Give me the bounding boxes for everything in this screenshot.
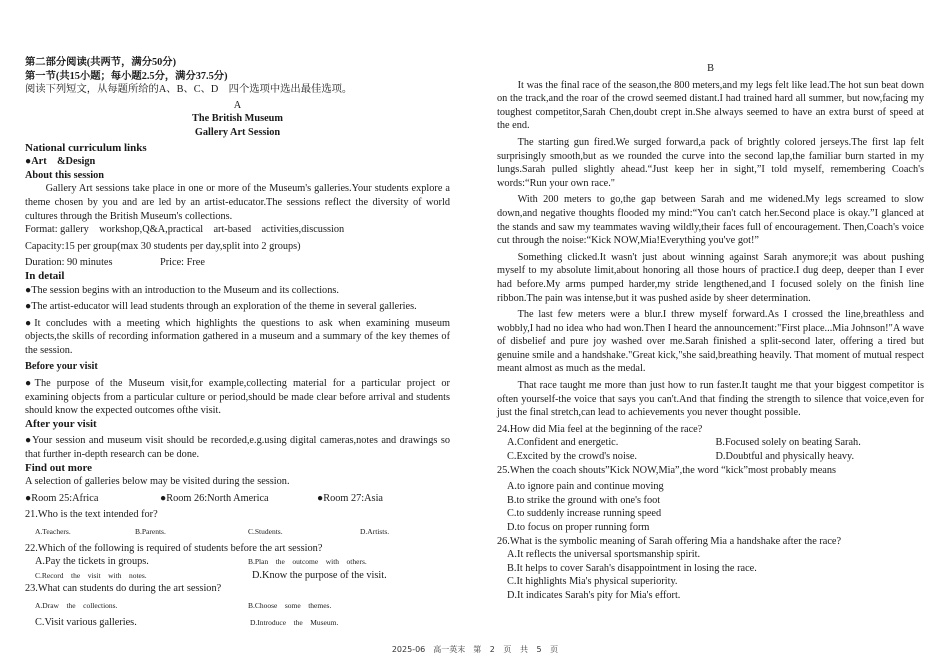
room-item: ●Room 25:Africa	[25, 492, 99, 504]
option: B.Focused solely on beating Sarah.	[715, 437, 861, 449]
option: B.Plan the outcome with others.	[248, 557, 367, 567]
passage-b-paragraph: That race taught me more than just how to run faster.It taught me that your biggest competitor is often yourself-the voice that says you can't.And that finding the strength to silence that voice,even for just the final stretch,can lead to achievements you never thought possible.	[497, 380, 924, 419]
room-item: ●Room 26:North America	[160, 492, 269, 504]
option: A.It reflects the universal sportsmanship spirit.	[507, 549, 701, 561]
findout-text: A selection of galleries below may be visited during the session.	[25, 476, 290, 488]
option: B.It helps to cover Sarah's disappointment in losing the race.	[507, 562, 757, 574]
curriculum-item: ●Art &Design	[25, 156, 96, 168]
option: C.Visit various galleries.	[35, 616, 137, 628]
option: C.Excited by the crowd's noise.	[507, 451, 637, 463]
option: D.Know the purpose of the visit.	[252, 569, 387, 581]
duration: Duration: 90 minutes	[25, 257, 113, 269]
capacity-line: Capacity:15 per group(max 30 students per day,split into 2 groups)	[25, 240, 301, 252]
passage-b-label: B	[707, 63, 714, 74]
option: D.to focus on proper running form	[507, 522, 650, 533]
page-footer: 2025-06 高一英末 第 2 页 共 5 页	[391, 645, 559, 654]
question-26: 26.What is the symbolic meaning of Sarah offering Mia a handshake after the race?	[497, 535, 842, 547]
option: D.Doubtful and physically heavy.	[715, 451, 855, 463]
question-23: 23.What can students do during the art session?	[25, 583, 222, 595]
option: B.Choose some themes.	[248, 600, 332, 610]
passage-b-paragraph: Something clicked.It wasn't just about winning against Sarah anymore;it was about pushing myself to my absolute limit,about honoring all those hours of practice.I dug deep, deeper than I ever had before.My arms pumped harder,my stride lengthened,and I focused solely on the finish line ribbon.The pain was intense,but it was pushed aside by sheer determination.	[497, 251, 924, 304]
question-25: 25.When the coach shouts”Kick NOW,Mia”,the word “kick”most probably means	[497, 464, 837, 476]
question-24: 24.How did Mia feel at the beginning of the race?	[497, 423, 703, 435]
left-column	[25, 56, 450, 629]
option: C.to suddenly increase running speed	[507, 508, 662, 520]
question-21: 21.Who is the text intended for?	[25, 509, 158, 521]
subsection-title: 第一节(共15小题；每小题2.5分，满分37.5分)	[25, 70, 228, 82]
instructions: 阅读下列短文，从每题所给的A、B、C、D 四个选项中选出最佳选项。	[25, 84, 353, 96]
about-heading: About this session	[25, 169, 104, 181]
passage-b-paragraph: The starting gun fired.We surged forward,a pack of brightly colored jerseys.The first lap felt surprisingly smooth,but as we rounded the curve into the second lap,the familiar burn started in my lungs.Sarah pulled slightly ahead.“Just keep her in sight,”I told myself, remembering Coach's words:“Run your own race."	[497, 136, 924, 189]
q24-options-row2	[497, 450, 924, 464]
question-22: 22.Which of the following is required of students before the art session?	[25, 542, 323, 554]
q22-options-row2	[25, 569, 450, 583]
after-text: ●Your session and museum visit should be recorded,e.g.using digital cameras,notes and drawings so that further in-depth research can be done.	[25, 435, 450, 461]
format-line: Format: gallery workshop,Q&A,practical art-based activities,discussion	[25, 224, 345, 236]
passage-b-paragraph: The last few meters were a blur.I threw myself forward.As I crossed the line,breathless and wobbly,I had no idea who had won.Then I heard the announcement:"First place...Mia Johnson!"A wave of disbelief and pure joy washed over me.Sarah finished a split-second later, offering a tired but genuine smile and a handshake."Great kick,"she said,breathing heavily. That moment of mutual respect meant almost as much as the medal.	[497, 309, 924, 375]
detail-item: ●The artist-educator will lead students through an exploration of the theme in several galleries.	[25, 301, 417, 313]
q23-options-row1	[25, 599, 450, 613]
before-heading: Before your visit	[25, 361, 98, 373]
q21-options	[25, 525, 450, 539]
q22-options-row1	[25, 555, 450, 569]
option: C.Students.	[248, 527, 283, 536]
q24-options-row1	[497, 436, 924, 450]
option: D.Artists.	[360, 527, 390, 536]
passage-b-paragraph: With 200 meters to go,the gap between Sarah and me widened.My legs screamed to slow down,and negative thoughts flooded my mind:“You can't catch her.Second place is okay.”I glanced at the stands and saw my teammates waving wildly,their faces full of encouragement. Then,Coach's voice cut through the noise:“Kick NOW,Mia!Everything you've got!”	[497, 194, 924, 247]
room-item: ●Room 27:Asia	[317, 492, 383, 504]
option: D.Introduce the Museum.	[250, 617, 339, 627]
option: A.Pay the tickets in groups.	[35, 556, 149, 568]
q23-options-row2	[25, 616, 450, 630]
section-title: 第二部分阅读(共两节，满分50分)	[25, 57, 177, 68]
detail-item: ●The session begins with an introduction to the Museum and its collections.	[25, 284, 339, 296]
about-text: Gallery Art sessions take place in one or more of the Museum's galleries.Your students explore a theme chosen by you and are led by an artist-educator.The sessions reflect the diversity of world cultures through the British Museum's collections.	[25, 183, 450, 222]
detail-item: ●It concludes with a meeting which highlights the questions to ask when examining museum objects,the skills of recording information gathered in a museum and a summary of the key themes of the session.	[25, 317, 450, 356]
passage-b-paragraph: It was the final race of the season,the 800 meters,and my legs felt like lead.The hot sun beat down on the track,and the roar of the crowd seemed distant.I had trained hard all summer, but now,facing my toughest competitor,Sarah Chen,doubt crept in.She always seemed to have an extra burst of speed at the end.	[497, 79, 924, 132]
passage-a-title: The British Museum	[192, 113, 283, 125]
option: C.It highlights Mia's physical superiority.	[507, 576, 678, 588]
findout-heading: Find out more	[25, 461, 93, 474]
detail-heading: In detail	[25, 269, 65, 282]
duration-price-line	[25, 256, 450, 270]
option: B.Parents.	[135, 527, 166, 536]
option: D.It indicates Sarah's pity for Mia's effort.	[507, 589, 681, 601]
rooms-line	[25, 492, 450, 506]
after-heading: After your visit	[25, 417, 97, 430]
option: A.to ignore pain and continue moving	[507, 481, 664, 493]
option: C.Record the visit with notes.	[35, 570, 147, 580]
right-column	[497, 62, 924, 603]
option: A.Teachers.	[35, 527, 71, 536]
before-text: ●The purpose of the Museum visit,for example,collecting material for a particular project or examining objects from a particular culture or period,should be made clear before arrival and students should know the expected outcomes ofthe visit.	[25, 378, 450, 417]
passage-a-subtitle: Gallery Art Session	[194, 126, 281, 138]
option: A.Confident and energetic.	[507, 437, 619, 449]
option: A.Draw the collections.	[35, 600, 118, 610]
option: B.to strike the ground with one's foot	[507, 494, 661, 506]
passage-a-label: A	[233, 99, 242, 111]
curriculum-heading: National curriculum links	[25, 141, 147, 154]
price: Price: Free	[160, 257, 205, 269]
